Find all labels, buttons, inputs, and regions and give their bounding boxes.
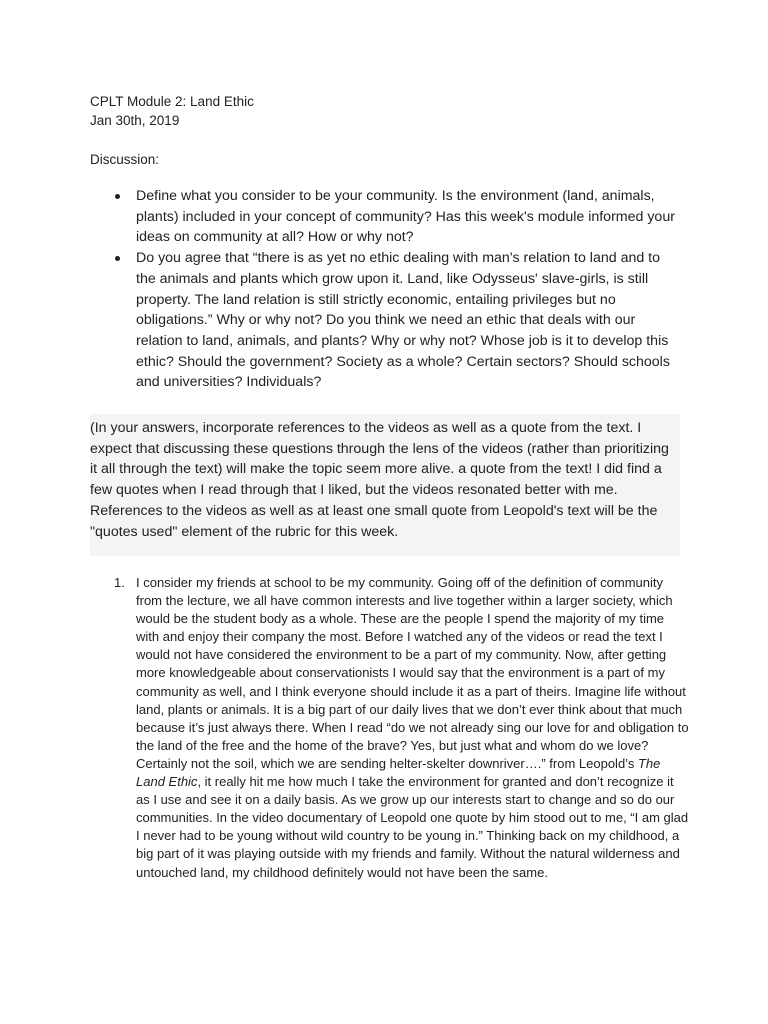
question-list: [90, 186, 680, 393]
book-title: The Land Ethic: [136, 755, 661, 790]
bullet-icon: [115, 194, 120, 199]
instructions-block: [90, 414, 680, 556]
document-header: [90, 92, 254, 130]
discussion-label: Discussion:: [90, 152, 160, 167]
question-item: [90, 248, 680, 393]
question-text: Define what you consider to be your community. Is the environment (land, animals, plants) included in your concept of community? Has this week's module informed your ideas on community at all? How or why not?: [136, 188, 675, 246]
answer-text-part1: I consider my friends at school to be my community. Going off of the definition of community from the lecture, we all have common interests and live together within a larger society, which would be the student body as a whole. These are the people I spend the majority of my time with and enjoy their company the most. Before I watched any of the videos or read the text I would not have considered the environment to be a part of my community. Now, after getting more knowledgeable about conservationists I would say that the environment is a part of my community as well, and I think everyone should include it as a part of theirs. Imagine life without land, plants or animals. It is a big part of our daily lives that we don’t ever think about that much because it’s just always there. When I read “do we not already sing our love for and obligation to the land of the free and the home of the brave? Yes, but just what and whom do we love? Certainly not the soil, which we are sending helter-skelter downriver….” from Leopold’s: [136, 575, 689, 771]
answer-number: 1.: [114, 575, 125, 590]
answer-item: [90, 574, 690, 882]
document-title: CPLT Module 2: Land Ethic: [90, 94, 254, 109]
question-item: [90, 186, 680, 248]
answer-text-part2: , it really hit me how much I take the environment for granted and don’t recognize it as I use and see it on a daily basis. As we grow up our interests start to change and so do our communities. In the video documentary of Leopold one quote by him stood out to me, “I am glad I never had to be young without wild country to be young in.” Thinking back on my childhood, a big part of it was playing outside with my friends and family. Without the natural wilderness and untouched land, my childhood definitely would not have been the same.: [136, 774, 689, 880]
question-text: Do you agree that “there is as yet no ethic dealing with man's relation to land and to the animals and plants which grow upon it. Land, like Odysseus' slave-girls, is still property. The land relation is still strictly economic, entailing privileges but no obligations.” Why or why not? Do you think we need an ethic that deals with our relation to land, animals, and plants? Why or why not? Whose job is it to develop this ethic? Should the government? Society as a whole? Certain sectors? Should schools and universities? Individuals?: [136, 250, 670, 391]
document-date: Jan 30th, 2019: [90, 113, 180, 128]
answer-list: [90, 574, 690, 882]
bullet-icon: [115, 256, 120, 261]
instructions-text: (In your answers, incorporate references to the videos as well as a quote from the text. I expect that discussing these questions through the lens of the videos (rather than prioritizing it all through the text) will make the topic seem more alive. a quote from the text! I did find a few quotes when I read through that I liked, but the videos resonated better with me. References to the videos as well as at least one small quote from Leopold's text will be the "quotes used" element of the rubric for this week.: [90, 420, 669, 540]
